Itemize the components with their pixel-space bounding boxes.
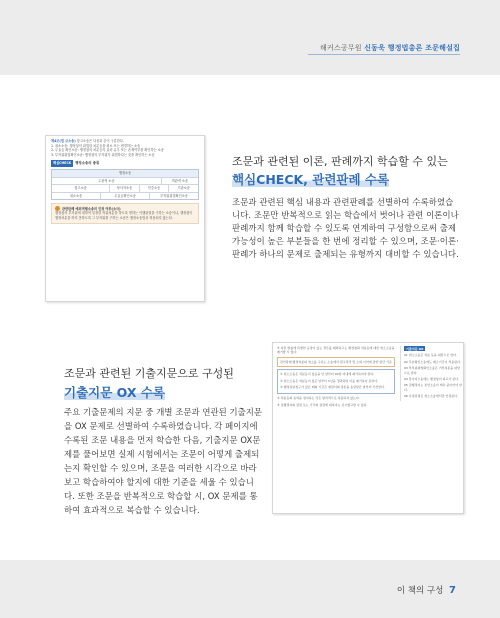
table-cell: 부작위위법확인소송 [149,193,198,200]
thumb-ox-item: 03 부작위위법확인소송은 거부처분을 대상으로 한다. [404,366,460,375]
section2-subtitle: 조문과 관련된 기출지문으로 구성된 [64,367,234,380]
header-prefix: 해커스공무원 [320,44,362,52]
thumb-article-title: 제4조(법 규소송) [51,139,76,143]
thumb-line: ② 취소소송은 처분등이 있은 날부터 1년을 경과하면 이를 제기하지 못한다. [280,378,379,383]
thumb-related-case-text: 행정청의 부작위에 대하여 일정한 작위처분을 하도록 명하는 이행판결을 구하는 소송이나, 행정청이 행정처분을 하지 못하도록 그 부작위를 구하는 소송은 행정소송법상 허용되지 않는다. [55,211,193,220]
thumb-article-item: 1. 취소소송: 행정청의 위법한 처분등을 취소 또는 변경하는 소송 [51,143,141,148]
thumb-line: ③ 다른 법률에 특별한 규정이 있는 경우를 제외하고는 행정청의 처분등에 대한 취소소송을 제기할 수 있다. [277,346,395,355]
table-row [52,192,198,200]
page-number: 7 [449,585,456,596]
section1-title-text: 핵심CHECK, 관련판례 수록 [232,172,390,187]
running-header [320,43,460,53]
thumb-check-table [51,169,199,200]
section1-subtitle: 조문과 관련된 이론, 판례까지 학습할 수 있는 [232,155,448,168]
table-row [52,177,198,185]
thumb-related-case-box [277,357,395,367]
thumb-line: ⑤ 집행정지의 결정 또는 기각의 결정에 대하여는 즉시항고할 수 있다. [277,402,368,407]
thumb-line: ③ 행정심판청구가 있은 때의 기간은 재결서의 정본을 송달받은 날부터 기산한다. [280,385,385,390]
thumb-ox-item: 05 집행정지는 본안소송이 계속 중이어야 한다. [404,383,462,392]
table-cell: 무효등확인소송 [100,193,149,200]
table-cell: 기관소송 [168,185,198,192]
thumb-related-case-title: 관련판례 예외적행소송의 인정 여부(소극) [62,206,121,211]
footer-label: 이 책의 구성 [396,586,444,596]
thumb-ox-item: 06 사정판결은 취소소송에서만 인정된다. [404,394,459,399]
table-cell: 항고소송 [74,186,87,191]
thumb-ox-item: 01 취소소송은 처분 등을 대상으로 한다. [404,353,458,358]
thumb-check-header [51,160,199,167]
thumb-ox-left-column [277,346,395,409]
thumb-related-case [51,203,199,223]
table-cell: 당사자소송 [109,185,139,192]
table-cell: 행정소송 [118,170,132,175]
thumb-ox-tag: 기출지문 OX [406,346,424,351]
table-cell: 객관적 소송 [161,178,198,185]
page-footer [397,584,456,596]
section2-title [64,383,165,401]
sample-page-check-thumbnail [45,135,205,302]
thumb-ox-item: 02 무효확인소송에도 제소기간이 적용된다. [404,359,461,364]
thumb-check-title: 행정소송의 종류 [75,161,100,166]
thumb-article-text: 항고소송은 다음과 같이 구분한다. [76,139,124,143]
section1-body: 조문과 관련된 핵심 내용과 관련판례를 선별하여 수록하였습니다. 조문만 반복적으로 읽는 학습에서 벗어나 관련 이론이나 판례까지 함께 학습할 수 있도록 연계하여 구성함으로써 출제가능성이 높은 부분들을 한 번에 정리할 수 있으며, 조문·이론·판례가 하나의 문제로 출제되는 유형까지 대비할 수 있습니다. [232,197,459,259]
section1-title [232,170,389,188]
thumb-article-item: 3. 부작위위법확인소송: 행정청의 부작위가 위법하다는 것을 확인하는 소송 [51,152,155,157]
thumb-ox-item: 04 당사자소송에는 행정청이 피고가 된다. [404,377,459,382]
table-cell: 주관적 소송 [98,178,115,183]
thumb-line: ④ 처분등의 효력을 정지하는 것은 원칙적으로 허용되지 않는다. [277,396,360,401]
header-book-title: 신동욱 행정법총론 조문해설집 [364,44,460,52]
table-cell: 민중소송 [139,185,169,192]
thumb-ox-right-column [400,346,462,401]
thumb-line: 관련판례 행정처분의 취소를 구하는 소송에서 원고적격 및 소의 이익에 관한 판단 기준 [280,359,392,364]
table-row [52,184,198,192]
thumb-article-item: 2. 무효등 확인소송: 행정청의 처분등의 효력 유무 또는 존재여부를 확인하는 소송 [51,148,164,153]
top-banner [0,0,500,75]
table-row [52,170,198,177]
section2-body: 주요 기출문제의 지문 중 개별 조문과 연관된 기출지문을 OX 문제로 선별하여 수록하였습니다. 각 페이지에 수록된 조문 내용을 먼저 학습한 다음, 기출지문 OX문제를 풀어보면 실제 시험에서는 조문이 어떻게 출제되는지 확인할 수 있으며, 조문을 여러한 시각으로 바라보고 학습하여야 할지에 대한 기준을 세울 수 있습니다. 또한 조문을 반복적으로 학습할 시, OX 문제를 통하여 효과적으로 복습할 수 있습니다. [64,407,263,515]
table-cell: 취소소송 [69,193,83,198]
thumb-article-box [277,369,395,394]
sample-page-ox-thumbnail [272,342,464,514]
thumb-check-tag: 핵심CHECK [53,161,72,166]
thumb-article [46,136,204,158]
thumb-line: ① 취소소송은 처분등이 있음을 안 날부터 90일 이내에 제기하여야 한다. [280,372,375,377]
section2-title-text: 기출지문 OX 수록 [64,385,165,400]
header-rule [308,54,460,55]
